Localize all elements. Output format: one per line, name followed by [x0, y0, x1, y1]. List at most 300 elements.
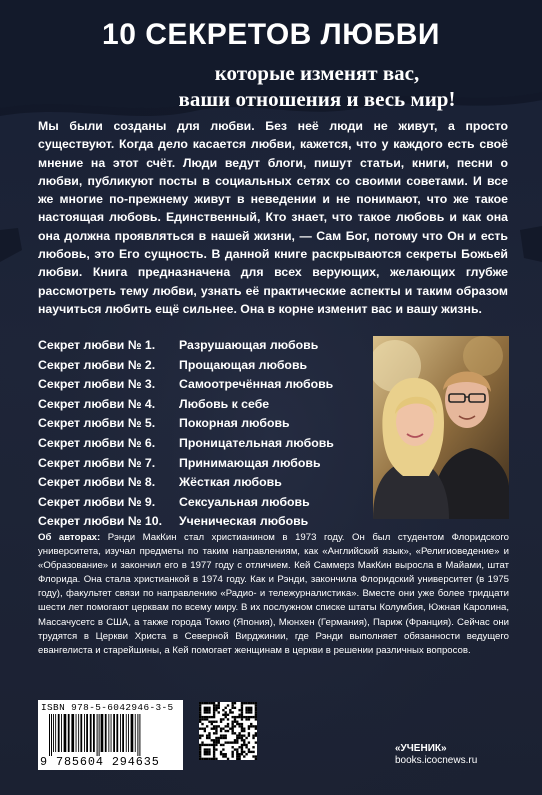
qr-module: [201, 723, 203, 725]
qr-module: [238, 746, 240, 748]
qr-module: [236, 739, 238, 741]
qr-module: [241, 734, 243, 736]
subtitle-line-2: ваши отношения и весь мир!: [178, 87, 456, 111]
publisher-block: [395, 743, 515, 766]
secret-item: [38, 512, 358, 532]
qr-module: [255, 704, 257, 706]
book-title: 10 СЕКРЕТОВ ЛЮБВИ: [102, 18, 440, 51]
qr-module: [252, 716, 254, 718]
qr-module: [213, 721, 215, 723]
qr-module: [222, 737, 224, 739]
qr-module: [243, 741, 245, 743]
qr-module: [199, 718, 201, 720]
secret-item: [38, 454, 358, 474]
qr-module: [248, 725, 250, 727]
secret-item: [38, 414, 358, 434]
qr-module: [213, 758, 215, 760]
qr-module: [245, 709, 247, 711]
qr-module: [201, 741, 203, 743]
qr-module: [204, 748, 206, 750]
qr-module: [238, 725, 240, 727]
qr-module: [213, 748, 215, 750]
qr-module: [206, 707, 208, 709]
qr-module: [204, 751, 206, 753]
qr-module: [225, 755, 227, 757]
barcode-bar: [93, 714, 95, 752]
secret-item: [38, 336, 358, 356]
barcode-bar: [101, 714, 104, 752]
barcode-bar: [51, 714, 52, 756]
qr-module: [213, 702, 215, 704]
secret-number: Секрет любви № 4.: [38, 396, 156, 411]
barcode-bar: [131, 714, 134, 752]
qr-module: [201, 718, 203, 720]
qr-module: [199, 704, 201, 706]
secret-number: Секрет любви № 10.: [38, 514, 163, 529]
qr-module: [243, 730, 245, 732]
qr-code-icon: [199, 702, 257, 760]
qr-module: [211, 744, 213, 746]
qr-module: [215, 730, 217, 732]
qr-module: [213, 755, 215, 757]
qr-module: [255, 702, 257, 704]
qr-module: [220, 721, 222, 723]
qr-module: [236, 734, 238, 736]
qr-module: [227, 723, 229, 725]
qr-module: [220, 730, 222, 732]
qr-module: [208, 716, 210, 718]
qr-module: [211, 716, 213, 718]
qr-module: [206, 748, 208, 750]
qr-module: [213, 716, 215, 718]
qr-module: [227, 725, 229, 727]
barcode-bar: [122, 714, 124, 752]
qr-module: [218, 707, 220, 709]
qr-module: [201, 728, 203, 730]
qr-module: [231, 753, 233, 755]
secret-name: Сексуальная любовь: [179, 494, 310, 509]
barcode-bar: [71, 714, 74, 752]
qr-module: [231, 751, 233, 753]
qr-module: [199, 744, 201, 746]
qr-module: [201, 758, 203, 760]
qr-module: [199, 728, 201, 730]
qr-module: [204, 753, 206, 755]
qr-module: [236, 741, 238, 743]
qr-module: [199, 755, 201, 757]
qr-module: [215, 744, 217, 746]
qr-module: [199, 702, 201, 704]
qr-module: [245, 744, 247, 746]
qr-module: [199, 748, 201, 750]
qr-module: [208, 744, 210, 746]
qr-module: [238, 709, 240, 711]
qr-module: [215, 739, 217, 741]
barcode-bar: [135, 714, 136, 752]
qr-module: [208, 758, 210, 760]
qr-module: [245, 711, 247, 713]
authors-photo: [373, 336, 509, 519]
qr-module: [250, 751, 252, 753]
qr-module: [211, 728, 213, 730]
qr-module: [231, 728, 233, 730]
qr-module: [241, 709, 243, 711]
qr-module: [199, 711, 201, 713]
qr-module: [243, 728, 245, 730]
qr-module: [213, 728, 215, 730]
qr-module: [225, 737, 227, 739]
qr-module: [204, 716, 206, 718]
barcode-bar: [68, 714, 70, 752]
qr-module: [225, 707, 227, 709]
qr-module: [204, 709, 206, 711]
qr-module: [255, 755, 257, 757]
qr-code[interactable]: [199, 702, 257, 760]
barcode-bar: [128, 714, 129, 752]
qr-module: [208, 753, 210, 755]
barcode-bar: [113, 714, 115, 752]
qr-module: [241, 730, 243, 732]
secret-number: Секрет любви № 1.: [38, 338, 156, 352]
subtitle-line-1: которые изменят вас,: [214, 61, 420, 85]
qr-module: [255, 711, 257, 713]
qr-module: [236, 716, 238, 718]
qr-module: [220, 728, 222, 730]
qr-module: [238, 716, 240, 718]
qr-module: [222, 748, 224, 750]
qr-module: [222, 753, 224, 755]
qr-module: [241, 707, 243, 709]
secret-number: Секрет любви № 5.: [38, 416, 156, 431]
qr-module: [208, 721, 210, 723]
barcode-icon: [47, 714, 175, 756]
qr-module: [231, 721, 233, 723]
qr-module: [255, 734, 257, 736]
barcode-bar: [116, 714, 118, 752]
qr-module: [245, 702, 247, 704]
qr-module: [204, 758, 206, 760]
qr-module: [227, 704, 229, 706]
qr-module: [215, 725, 217, 727]
qr-module: [229, 728, 231, 730]
qr-module: [241, 728, 243, 730]
barcode-bar: [97, 714, 98, 756]
secrets-list: [38, 336, 358, 532]
qr-module: [213, 725, 215, 727]
qr-module: [218, 737, 220, 739]
qr-module: [248, 707, 250, 709]
qr-module: [234, 716, 236, 718]
qr-module: [252, 751, 254, 753]
qr-module: [252, 755, 254, 757]
qr-module: [215, 709, 217, 711]
qr-module: [238, 755, 240, 757]
qr-module: [218, 741, 220, 743]
qr-module: [222, 728, 224, 730]
qr-module: [241, 744, 243, 746]
qr-module: [206, 725, 208, 727]
qr-module: [252, 746, 254, 748]
qr-module: [255, 714, 257, 716]
qr-module: [215, 732, 217, 734]
qr-module: [204, 728, 206, 730]
qr-module: [206, 737, 208, 739]
qr-module: [218, 739, 220, 741]
secret-number: Секрет любви № 7.: [38, 455, 156, 470]
qr-module: [199, 746, 201, 748]
qr-module: [208, 709, 210, 711]
qr-module: [231, 723, 233, 725]
qr-module: [241, 746, 243, 748]
qr-module: [248, 711, 250, 713]
qr-module: [213, 739, 215, 741]
qr-module: [241, 702, 243, 704]
secret-item: [38, 473, 358, 493]
qr-module: [255, 707, 257, 709]
qr-module: [255, 718, 257, 720]
qr-module: [227, 714, 229, 716]
qr-module: [248, 732, 250, 734]
qr-module: [211, 721, 213, 723]
qr-module: [234, 739, 236, 741]
qr-module: [238, 734, 240, 736]
qr-module: [236, 758, 238, 760]
barcode-bar: [120, 714, 121, 752]
qr-module: [234, 702, 236, 704]
qr-module: [245, 707, 247, 709]
secret-number: Секрет любви № 8.: [38, 475, 156, 490]
barcode-bar: [126, 714, 127, 752]
qr-module: [222, 709, 224, 711]
secret-item: [38, 356, 358, 376]
qr-module: [206, 751, 208, 753]
qr-module: [215, 721, 217, 723]
barcode-bar: [137, 714, 138, 756]
qr-module: [234, 721, 236, 723]
qr-module: [215, 748, 217, 750]
barcode-bar: [58, 714, 60, 752]
qr-module: [250, 716, 252, 718]
qr-module: [213, 707, 215, 709]
qr-module: [199, 709, 201, 711]
barcode-digits: 9 785604 294635: [40, 755, 160, 769]
secret-name: Ученическая любовь: [179, 514, 309, 529]
qr-module: [238, 758, 240, 760]
qr-module: [208, 737, 210, 739]
qr-module: [206, 709, 208, 711]
barcode-bar: [49, 714, 50, 756]
qr-module: [220, 753, 222, 755]
qr-module: [208, 748, 210, 750]
qr-module: [204, 707, 206, 709]
qr-module: [236, 721, 238, 723]
qr-module: [213, 714, 215, 716]
qr-module: [234, 725, 236, 727]
about-authors-lead: Об авторах:: [38, 532, 101, 543]
qr-module: [211, 758, 213, 760]
qr-module: [248, 716, 250, 718]
qr-module: [206, 734, 208, 736]
qr-module: [206, 753, 208, 755]
qr-module: [243, 755, 245, 757]
qr-module: [243, 716, 245, 718]
qr-module: [218, 725, 220, 727]
qr-module: [213, 744, 215, 746]
qr-module: [245, 718, 247, 720]
isbn-barcode: [38, 700, 183, 770]
qr-module: [241, 714, 243, 716]
qr-module: [218, 711, 220, 713]
qr-module: [231, 707, 233, 709]
secret-item: [38, 395, 358, 415]
secret-item: [38, 375, 358, 395]
qr-module: [245, 716, 247, 718]
qr-module: [231, 716, 233, 718]
qr-module: [199, 707, 201, 709]
qr-module: [255, 728, 257, 730]
qr-module: [245, 753, 247, 755]
barcode-bar: [108, 714, 109, 752]
qr-module: [215, 758, 217, 760]
qr-module: [201, 716, 203, 718]
secret-name: Жёсткая любовь: [179, 475, 282, 490]
qr-module: [252, 734, 254, 736]
qr-module: [199, 758, 201, 760]
qr-module: [215, 741, 217, 743]
qr-module: [225, 753, 227, 755]
qr-module: [241, 748, 243, 750]
qr-module: [222, 744, 224, 746]
qr-module: [222, 714, 224, 716]
barcode-bar: [84, 714, 85, 752]
qr-module: [248, 728, 250, 730]
barcode-bar: [61, 714, 62, 752]
qr-module: [201, 734, 203, 736]
qr-module: [227, 741, 229, 743]
secret-name: Разрушающая любовь: [179, 338, 319, 352]
qr-module: [234, 732, 236, 734]
qr-module: [231, 702, 233, 704]
qr-module: [231, 755, 233, 757]
qr-module: [250, 707, 252, 709]
qr-module: [206, 716, 208, 718]
qr-module: [231, 725, 233, 727]
qr-module: [255, 725, 257, 727]
qr-module: [243, 744, 245, 746]
secret-name: Прощающая любовь: [179, 357, 308, 372]
qr-module: [208, 734, 210, 736]
barcode-bar: [105, 714, 107, 752]
qr-module: [206, 758, 208, 760]
qr-module: [213, 709, 215, 711]
qr-module: [236, 755, 238, 757]
qr-module: [213, 732, 215, 734]
qr-module: [238, 723, 240, 725]
qr-module: [238, 753, 240, 755]
qr-module: [241, 753, 243, 755]
barcode-bar: [53, 714, 54, 752]
qr-module: [229, 711, 231, 713]
qr-module: [199, 751, 201, 753]
barcode-bar: [78, 714, 79, 752]
qr-module: [245, 737, 247, 739]
qr-module: [213, 704, 215, 706]
qr-module: [213, 741, 215, 743]
qr-module: [227, 758, 229, 760]
qr-module: [208, 711, 210, 713]
qr-module: [199, 737, 201, 739]
barcode-bar: [99, 714, 100, 756]
qr-module: [241, 725, 243, 727]
qr-module: [199, 714, 201, 716]
qr-module: [222, 718, 224, 720]
qr-module: [243, 734, 245, 736]
qr-module: [231, 732, 233, 734]
barcode-bar: [76, 714, 77, 752]
qr-module: [243, 702, 245, 704]
qr-module: [248, 702, 250, 704]
qr-module: [248, 748, 250, 750]
qr-module: [204, 702, 206, 704]
qr-module: [222, 734, 224, 736]
qr-module: [204, 730, 206, 732]
qr-module: [204, 711, 206, 713]
qr-module: [204, 744, 206, 746]
barcode-bar: [55, 714, 56, 752]
qr-module: [211, 702, 213, 704]
qr-module: [231, 711, 233, 713]
qr-module: [227, 730, 229, 732]
qr-module: [243, 751, 245, 753]
qr-module: [248, 709, 250, 711]
qr-module: [255, 732, 257, 734]
qr-module: [225, 741, 227, 743]
qr-module: [255, 709, 257, 711]
qr-module: [204, 718, 206, 720]
qr-module: [252, 702, 254, 704]
barcode-bar: [139, 714, 140, 756]
qr-module: [220, 718, 222, 720]
qr-module: [248, 734, 250, 736]
qr-module: [220, 751, 222, 753]
qr-module: [255, 741, 257, 743]
qr-module: [241, 739, 243, 741]
publisher-website[interactable]: books.icocnews.ru: [395, 755, 478, 766]
qr-module: [241, 718, 243, 720]
intro-paragraph: Мы были созданы для любви. Без неё люди не живут, а просто существуют. Когда дело касается любви, кажется, что у каждого есть своё мнение на этот счёт. Люди ведут блоги, пишут статьи, книги, песни о любви, публикуют посты в социальных сетях со своими советами. И все же многие по-прежнему живут в неведении и не понимают, что же такое настоящая любовь. Единственный, Кто знает, что такое любовь и как она она должна проявляться в нашей жизни, — Сам Бог, потому что Он и есть любовь, это Его сущность. В данной книге раскрываются секреты Божьей любви. Книга предназначена для всех верующих, желающих глубже рассмотреть тему любви, узнать её практические аспекты и таким образом научиться любить ещё сильнее. Она в корне изменит вас и вашу жизнь.: [38, 119, 508, 316]
qr-module: [236, 751, 238, 753]
qr-module: [241, 723, 243, 725]
qr-module: [241, 737, 243, 739]
qr-module: [231, 730, 233, 732]
qr-module: [238, 732, 240, 734]
qr-module: [234, 741, 236, 743]
qr-module: [225, 730, 227, 732]
qr-module: [241, 711, 243, 713]
qr-module: [225, 714, 227, 716]
barcode-bar: [111, 714, 112, 752]
secret-item: [38, 493, 358, 513]
qr-module: [220, 734, 222, 736]
qr-module: [236, 748, 238, 750]
qr-module: [241, 716, 243, 718]
qr-module: [215, 728, 217, 730]
qr-module: [208, 702, 210, 704]
qr-module: [208, 751, 210, 753]
about-authors: [38, 531, 509, 658]
secret-name: Покорная любовь: [179, 416, 290, 431]
qr-module: [215, 707, 217, 709]
